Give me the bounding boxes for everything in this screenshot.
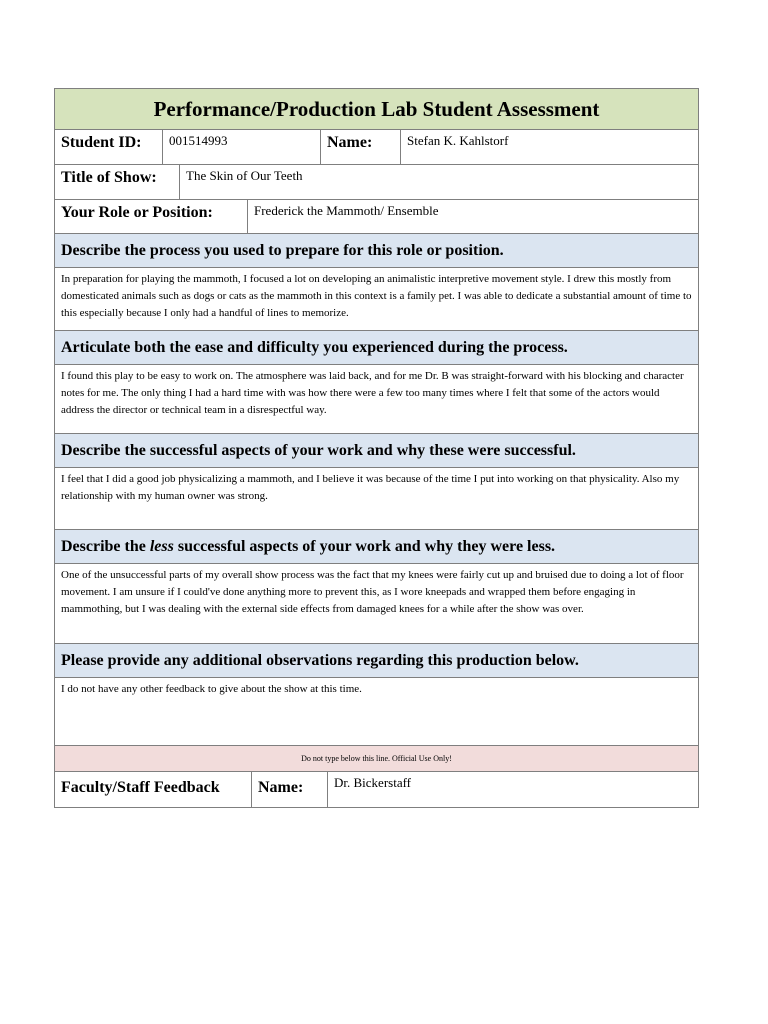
- faculty-name-field[interactable]: Dr. Bickerstaff: [334, 775, 412, 790]
- official-use-notice: Do not type below this line. Official Use Only!: [301, 754, 452, 763]
- successful-answer-row: [55, 468, 698, 530]
- ease-answer-field[interactable]: I found this play to be easy to work on. The atmosphere was laid back, and for me Dr. B was straight-forward with his blocking and character notes for me. The only thing I had a hard time with was how there were a few too many times where I felt that some of the actors would address the director or technical team in a disrespectful way.: [61, 370, 684, 416]
- less-answer-field[interactable]: One of the unsuccessful parts of my overall show process was the fact that my knees were fairly cut up and bruised due to doing a lot of floor movement. I am unsure if I could've done anything more to prevent this, as I wore kneepads and wrapped them before engaging in mammothing, but I was dealing with the external side effects from damaged knees for a while after the show was over.: [61, 569, 684, 615]
- prepare-heading: Describe the process you used to prepare for this role or position.: [61, 241, 504, 259]
- successful-heading: Describe the successful aspects of your work and why these were successful.: [61, 441, 576, 459]
- additional-answer-row: [55, 678, 698, 746]
- less-answer-row: [55, 564, 698, 644]
- less-heading-after: successful aspects of your work and why they were less.: [173, 537, 556, 555]
- additional-heading-row: [55, 644, 698, 678]
- additional-answer-field[interactable]: I do not have any other feedback to give about the show at this time.: [61, 683, 362, 695]
- name-label: Name:: [321, 130, 401, 164]
- name-field[interactable]: Stefan K. Kahlstorf: [407, 133, 509, 148]
- prepare-heading-row: [55, 234, 698, 268]
- prepare-answer-field[interactable]: In preparation for playing the mammoth, I focused a lot on developing an animalistic interpretive movement style. I drew this mostly from domesticated animals such as dogs or cats as the mammoth in this context is a family pet. I was able to dedicate a substantial amount of time to this especially because I only had a handful of lines to memorize.: [61, 273, 692, 319]
- successful-answer-field[interactable]: I feel that I did a good job physicalizing a mammoth, and I believe it was because of the time I put into working on that physicality. Also my relationship with my human owner was strong.: [61, 473, 680, 502]
- assessment-form: [54, 88, 699, 808]
- ease-heading: Articulate both the ease and difficulty you experienced during the process.: [61, 338, 568, 356]
- less-heading: [55, 538, 555, 556]
- student-info-row: [55, 130, 698, 165]
- official-notice-row: [55, 746, 698, 772]
- student-id-field[interactable]: 001514993: [163, 130, 321, 164]
- role-field[interactable]: Frederick the Mammoth/ Ensemble: [254, 203, 439, 218]
- role-row: [55, 200, 698, 234]
- show-title-label: Title of Show:: [55, 165, 180, 199]
- student-id-label: Student ID:: [55, 130, 163, 164]
- form-title: Performance/Production Lab Student Assessment: [153, 96, 600, 121]
- feedback-row: [55, 772, 698, 807]
- less-heading-row: [55, 530, 698, 564]
- show-title-field[interactable]: The Skin of Our Teeth: [186, 168, 303, 183]
- faculty-feedback-label: Faculty/Staff Feedback: [55, 772, 252, 807]
- role-label: Your Role or Position:: [55, 200, 248, 233]
- additional-heading: Please provide any additional observations regarding this production below.: [61, 651, 579, 669]
- less-heading-before: Describe the: [61, 537, 150, 555]
- ease-heading-row: [55, 331, 698, 365]
- ease-answer-row: [55, 365, 698, 434]
- successful-heading-row: [55, 434, 698, 468]
- faculty-name-label: Name:: [252, 772, 328, 807]
- less-heading-emphasis: less: [149, 537, 174, 555]
- show-row: [55, 165, 698, 200]
- prepare-answer-row: [55, 268, 698, 331]
- form-title-row: [55, 89, 698, 130]
